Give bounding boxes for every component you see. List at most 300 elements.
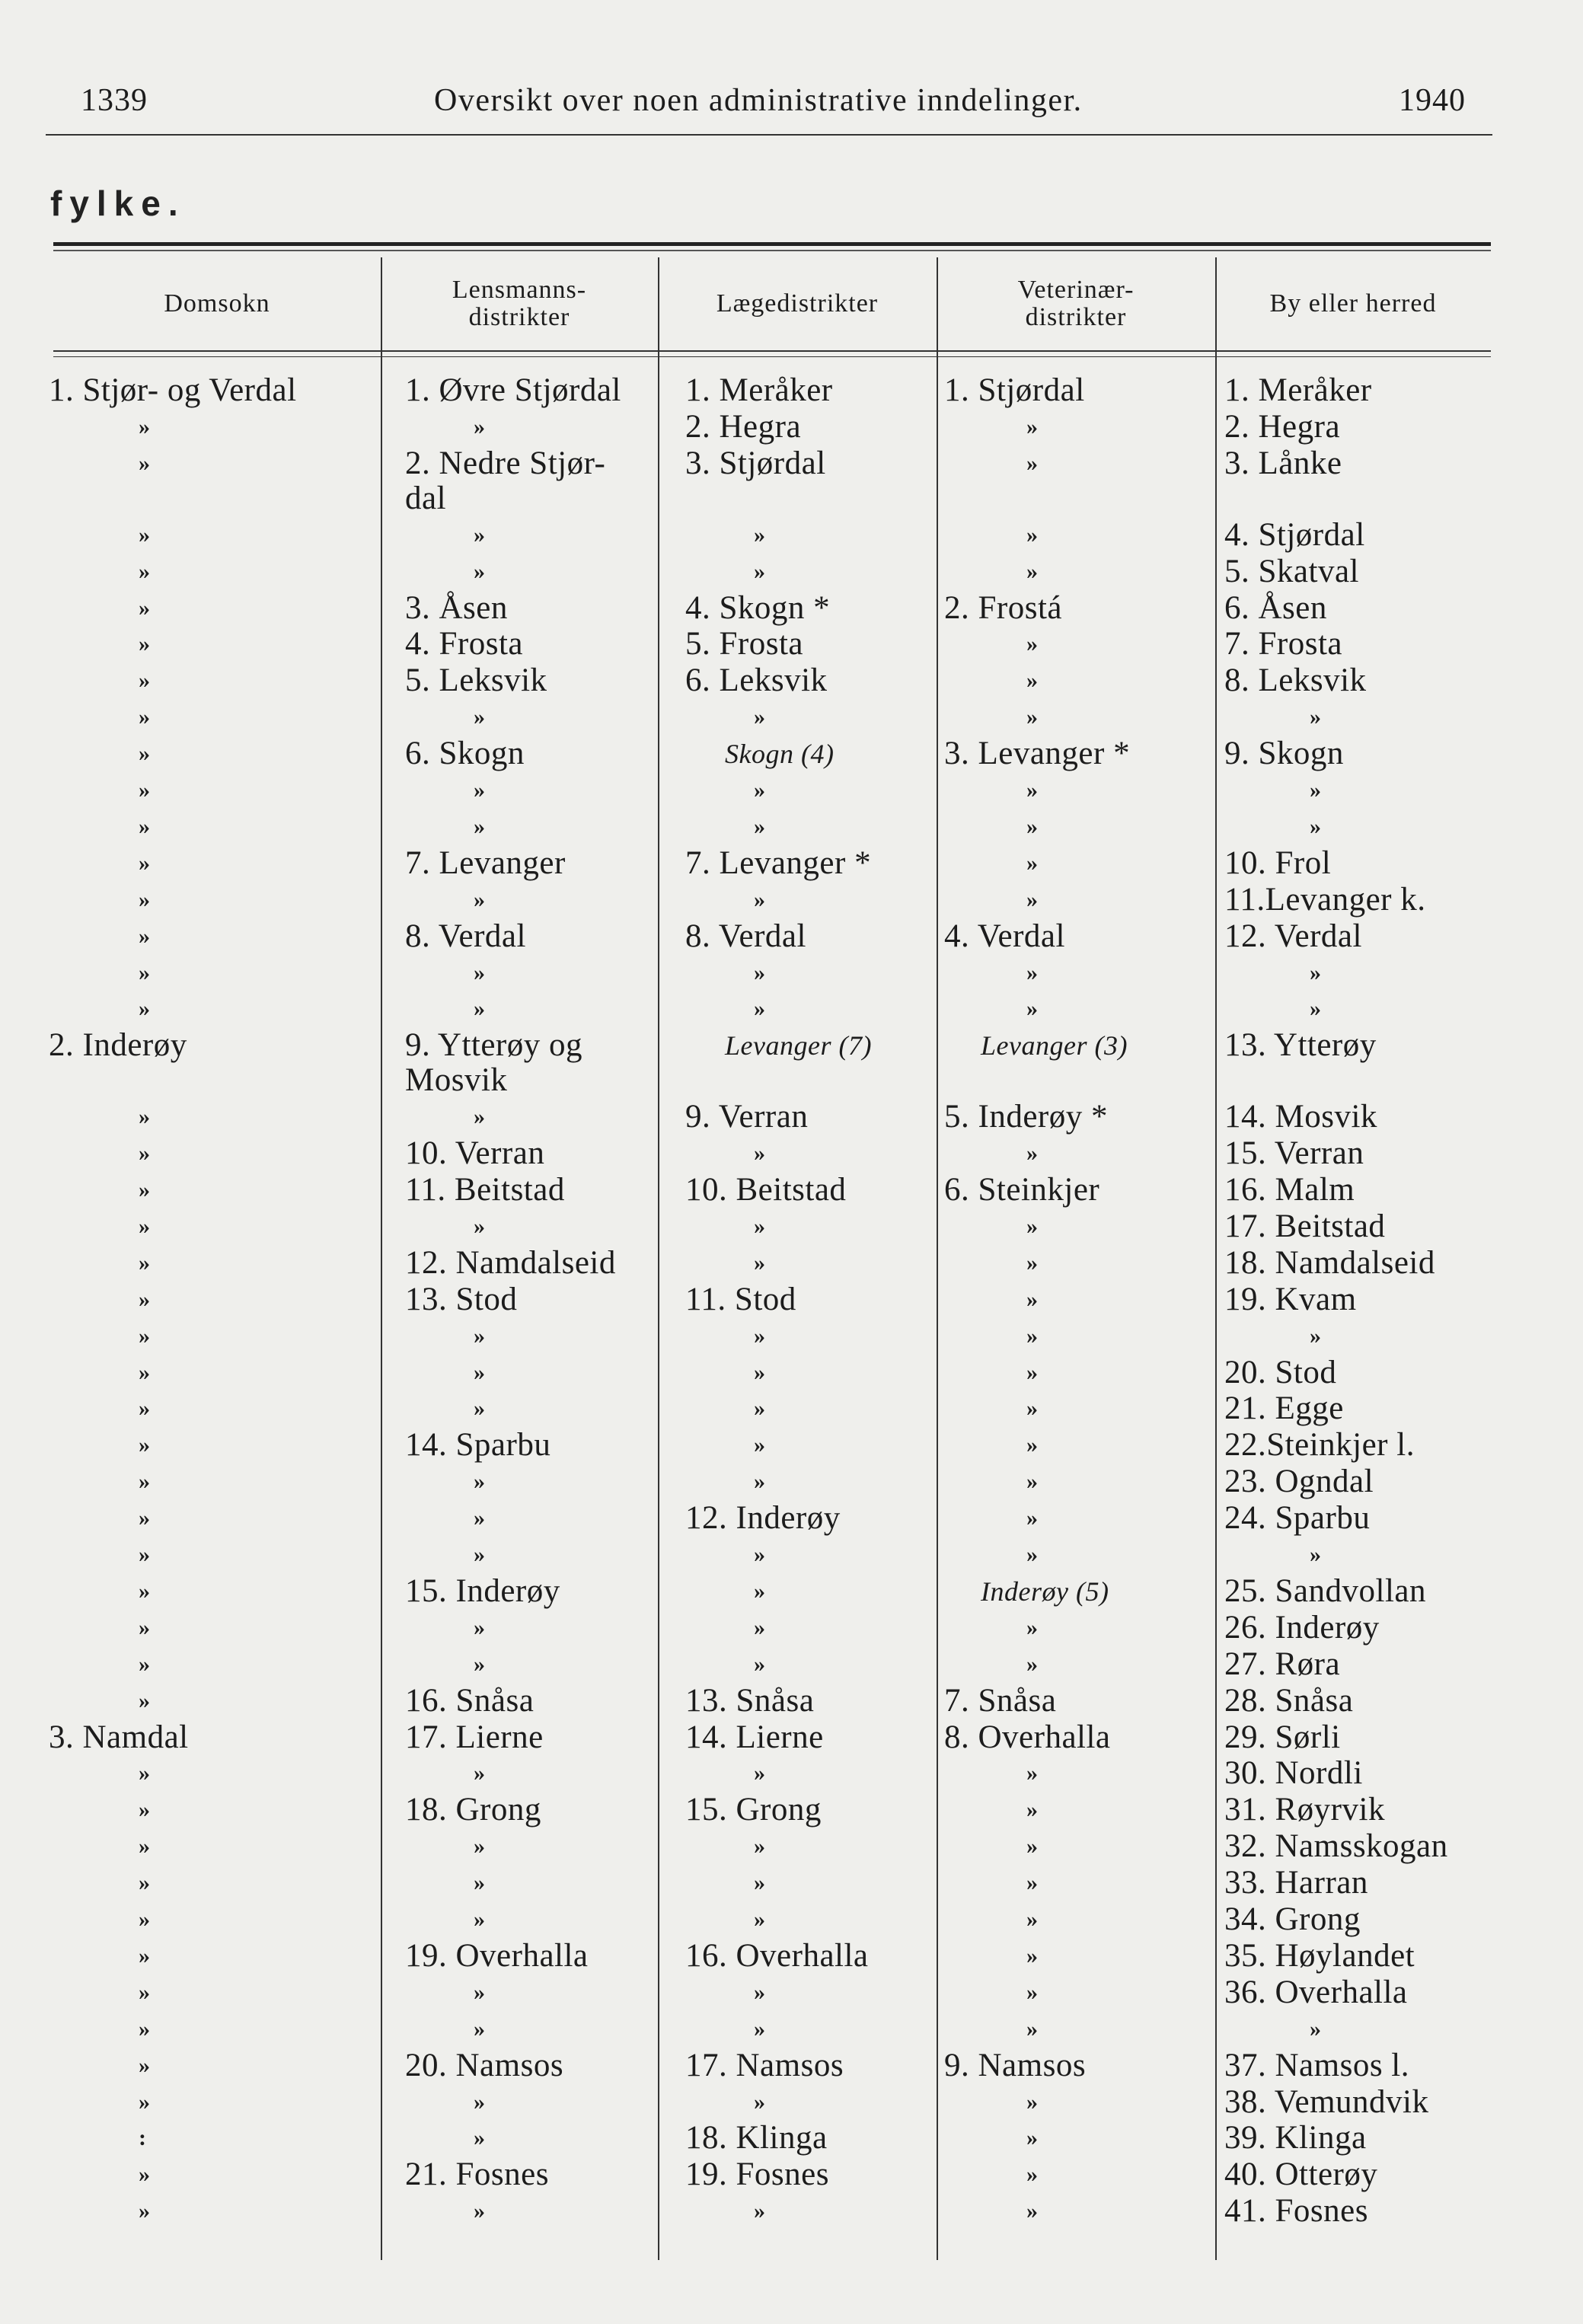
table-cell: 7. Frosta bbox=[1224, 626, 1342, 662]
table-cell: » bbox=[1026, 2162, 1039, 2188]
table-cell: » bbox=[754, 1761, 766, 1786]
table-cell: » bbox=[474, 1104, 486, 1130]
table-cell: 6. Åsen bbox=[1224, 589, 1327, 626]
table-cell: 1. Stjørdal bbox=[944, 372, 1085, 408]
table-cell: » bbox=[1026, 1469, 1039, 1495]
table-cell: » bbox=[474, 1396, 486, 1422]
table-cell: » bbox=[754, 1870, 766, 1896]
table-cell: » bbox=[1310, 959, 1322, 985]
table-row bbox=[0, 627, 1583, 663]
table-cell: 26. Inderøy bbox=[1224, 1609, 1380, 1646]
table-cell: Skogn (4) bbox=[725, 739, 835, 770]
table-cell: » bbox=[139, 2162, 151, 2188]
table-cell: » bbox=[1026, 2125, 1039, 2151]
table-cell: » bbox=[1310, 996, 1322, 1022]
table-row bbox=[0, 2194, 1583, 2230]
table-row bbox=[0, 736, 1583, 773]
table-row bbox=[0, 1027, 1583, 1099]
table-cell: 3. Åsen bbox=[405, 589, 508, 626]
table-cell: 2. Inderøy bbox=[49, 1027, 187, 1064]
table-row bbox=[0, 1464, 1583, 1501]
table-row bbox=[0, 2048, 1583, 2085]
table-cell: » bbox=[139, 1359, 151, 1385]
table-cell: » bbox=[139, 450, 151, 476]
table-row bbox=[0, 518, 1583, 554]
table-cell: 6. Steinkjer bbox=[944, 1172, 1100, 1208]
table-cell: 16. Malm bbox=[1224, 1172, 1355, 1208]
table-cell: » bbox=[1026, 2198, 1039, 2224]
table-cell: 8. Verdal bbox=[405, 918, 526, 954]
table-cell: » bbox=[474, 2198, 486, 2224]
table-row bbox=[0, 1647, 1583, 1684]
table-cell: » bbox=[754, 1250, 766, 1275]
table-row bbox=[0, 554, 1583, 591]
table-cell: » bbox=[754, 2089, 766, 2115]
table-cell: » bbox=[139, 1432, 151, 1458]
table-cell: » bbox=[754, 1469, 766, 1495]
table-row bbox=[0, 2012, 1583, 2048]
table-row bbox=[0, 1720, 1583, 1757]
table-cell: » bbox=[754, 2198, 766, 2224]
table-cell: » bbox=[139, 2089, 151, 2115]
table-cell: 14. Mosvik bbox=[1224, 1099, 1377, 1135]
table-cell: » bbox=[1026, 777, 1039, 803]
table-cell: 10. Frol bbox=[1224, 844, 1332, 881]
table-cell: » bbox=[1026, 1505, 1039, 1531]
table-row bbox=[0, 1939, 1583, 1975]
table-cell: » bbox=[754, 1323, 766, 1349]
table-cell: 34. Grong bbox=[1224, 1901, 1361, 1937]
table-cell: 11.Levanger k. bbox=[1224, 881, 1426, 918]
table-cell: 13. Stod bbox=[405, 1281, 518, 1317]
table-cell: » bbox=[474, 1614, 486, 1640]
table-cell: » bbox=[1026, 1761, 1039, 1786]
table-cell: » bbox=[754, 1359, 766, 1385]
table-row bbox=[0, 1829, 1583, 1866]
table-row bbox=[0, 2121, 1583, 2157]
table-cell: » bbox=[139, 1542, 151, 1567]
column-header-veterinaerdistrikter: Veterinær- distrikter bbox=[1017, 276, 1135, 331]
table-cell: » bbox=[474, 2089, 486, 2115]
table-cell: » bbox=[474, 813, 486, 839]
table-cell: » bbox=[474, 1834, 486, 1860]
table-cell: 2. Nedre Stjør- dal bbox=[405, 445, 606, 516]
table-row bbox=[0, 1756, 1583, 1792]
table-cell: » bbox=[139, 1797, 151, 1823]
table-cell: » bbox=[1026, 1943, 1039, 1968]
table-cell: 7. Snåsa bbox=[944, 1682, 1057, 1719]
table-cell: » bbox=[1026, 522, 1039, 547]
table-cell: » bbox=[139, 1979, 151, 2005]
table-cell: 1. Meråker bbox=[1224, 372, 1372, 408]
table-cell: » bbox=[754, 1141, 766, 1167]
table-cell: » bbox=[1026, 704, 1039, 730]
table-cell: » bbox=[754, 704, 766, 730]
table-cell: 36. Overhalla bbox=[1224, 1974, 1408, 2010]
table-row bbox=[0, 1282, 1583, 1319]
table-cell: 5. Inderøy * bbox=[944, 1099, 1108, 1135]
table-cell: » bbox=[474, 2125, 486, 2151]
table-cell: 24. Sparbu bbox=[1224, 1500, 1371, 1537]
table-row bbox=[0, 1501, 1583, 1537]
table-cell: » bbox=[139, 413, 151, 439]
table-row bbox=[0, 1866, 1583, 1902]
table-cell: 4. Frosta bbox=[405, 626, 523, 662]
table-cell: » bbox=[139, 1761, 151, 1786]
table-cell: » bbox=[474, 1870, 486, 1896]
table-cell: » bbox=[1026, 1614, 1039, 1640]
table-cell: 20. Namsos bbox=[405, 2047, 564, 2083]
table-row bbox=[0, 1100, 1583, 1136]
table-cell: 14. Lierne bbox=[685, 1719, 824, 1755]
table-top-rule bbox=[53, 242, 1491, 246]
table-cell: » bbox=[139, 1651, 151, 1677]
table-cell: » bbox=[1026, 1213, 1039, 1239]
table-row bbox=[0, 1902, 1583, 1939]
page-header bbox=[46, 82, 1492, 128]
table-cell: » bbox=[1310, 1542, 1322, 1567]
table-cell: » bbox=[139, 1943, 151, 1968]
column-header-domsokn: Domsokn bbox=[164, 289, 270, 318]
header-rule bbox=[46, 134, 1492, 136]
table-row bbox=[0, 1136, 1583, 1173]
table-cell: » bbox=[1310, 1323, 1322, 1349]
table-cell: » bbox=[139, 1834, 151, 1860]
table-cell: » bbox=[474, 1979, 486, 2005]
table-cell: » bbox=[139, 558, 151, 584]
table-cell: 32. Namsskogan bbox=[1224, 1828, 1448, 1865]
table-row bbox=[0, 663, 1583, 700]
page-title: Oversikt over noen administrative inndelinger. bbox=[434, 83, 1083, 118]
table-cell: 9. Verran bbox=[685, 1099, 809, 1135]
table-cell: 9. Ytterøy og Mosvik bbox=[405, 1027, 583, 1099]
table-cell: 16. Snåsa bbox=[405, 1682, 535, 1719]
table-cell: 28. Snåsa bbox=[1224, 1682, 1354, 1719]
table-row bbox=[0, 809, 1583, 846]
table-row bbox=[0, 2085, 1583, 2121]
table-cell: » bbox=[1026, 813, 1039, 839]
table-cell: 3. Lånke bbox=[1224, 445, 1342, 481]
table-cell: 5. Frosta bbox=[685, 626, 803, 662]
table-cell: 18. Klinga bbox=[685, 2120, 828, 2156]
table-cell: 2. Hegra bbox=[1224, 408, 1341, 445]
table-cell: 29. Sørli bbox=[1224, 1719, 1341, 1755]
table-cell: » bbox=[139, 1907, 151, 1932]
table-cell: » bbox=[474, 959, 486, 985]
table-cell: 6. Skogn bbox=[405, 736, 525, 772]
table-cell: 3. Levanger * bbox=[944, 736, 1131, 772]
table-cell: 22.Steinkjer l. bbox=[1224, 1427, 1415, 1464]
table-cell: » bbox=[139, 522, 151, 547]
table-cell: 3. Namdal bbox=[49, 1719, 189, 1755]
table-cell: » bbox=[1026, 850, 1039, 876]
header-bottom-rule-thin bbox=[53, 356, 1491, 357]
table-cell: » bbox=[754, 886, 766, 912]
table-cell: 21. Egge bbox=[1224, 1390, 1344, 1427]
table-cell: 16. Overhalla bbox=[685, 1937, 869, 1974]
table-row bbox=[0, 1391, 1583, 1428]
table-row bbox=[0, 373, 1583, 410]
table-cell: 23. Ogndal bbox=[1224, 1464, 1374, 1500]
table-cell: » bbox=[139, 1469, 151, 1495]
table-cell: » bbox=[1026, 1396, 1039, 1422]
table-cell: » bbox=[139, 1396, 151, 1422]
table-cell: 38. Vemundvik bbox=[1224, 2083, 1429, 2120]
table-cell: » bbox=[139, 2198, 151, 2224]
table-cell: 7. Levanger bbox=[405, 844, 566, 881]
table-cell: : bbox=[139, 2125, 147, 2151]
table-cell: » bbox=[474, 2016, 486, 2041]
table-cell: » bbox=[474, 1907, 486, 1932]
table-cell: 1. Øvre Stjørdal bbox=[405, 372, 621, 408]
table-cell: » bbox=[474, 1761, 486, 1786]
table-cell: » bbox=[474, 1542, 486, 1567]
table-cell: » bbox=[474, 522, 486, 547]
table-cell: » bbox=[1026, 1979, 1039, 2005]
table-cell: » bbox=[1026, 558, 1039, 584]
table-cell: 1. Stjør- og Verdal bbox=[49, 372, 297, 408]
table-cell: » bbox=[474, 558, 486, 584]
table-cell: » bbox=[139, 1578, 151, 1604]
table-row bbox=[0, 445, 1583, 516]
table-row bbox=[0, 1246, 1583, 1282]
column-header-laegedistrikter: Lægedistrikter bbox=[716, 289, 879, 318]
table-cell: 18. Grong bbox=[405, 1792, 541, 1828]
table-cell: 27. Røra bbox=[1224, 1646, 1341, 1682]
table-row bbox=[0, 1209, 1583, 1246]
table-cell: » bbox=[474, 1651, 486, 1677]
table-cell: » bbox=[139, 1250, 151, 1275]
table-cell: » bbox=[474, 1213, 486, 1239]
table-cell: 15. Inderøy bbox=[405, 1572, 560, 1609]
table-cell: » bbox=[139, 777, 151, 803]
table-cell: 3. Stjørdal bbox=[685, 445, 826, 481]
table-row bbox=[0, 1792, 1583, 1829]
table-cell: » bbox=[1310, 704, 1322, 730]
table-row bbox=[0, 846, 1583, 883]
table-cell: » bbox=[1026, 2089, 1039, 2115]
table-cell: » bbox=[139, 886, 151, 912]
table-cell: 35. Høylandet bbox=[1224, 1937, 1415, 1974]
table-cell: 30. Nordli bbox=[1224, 1755, 1363, 1792]
table-row bbox=[0, 1684, 1583, 1720]
table-row bbox=[0, 700, 1583, 736]
table-cell: » bbox=[139, 959, 151, 985]
table-cell: 12. Verdal bbox=[1224, 918, 1362, 954]
table-cell: » bbox=[139, 2016, 151, 2041]
table-cell: 19. Fosnes bbox=[685, 2156, 829, 2193]
table-cell: » bbox=[1026, 413, 1039, 439]
table-cell: » bbox=[139, 595, 151, 621]
table-cell: 13. Snåsa bbox=[685, 1682, 815, 1719]
table-cell: » bbox=[139, 850, 151, 876]
table-row bbox=[0, 1975, 1583, 2012]
table-row bbox=[0, 1428, 1583, 1464]
table-cell: » bbox=[754, 522, 766, 547]
table-cell: » bbox=[754, 1907, 766, 1932]
table-cell: 9. Namsos bbox=[944, 2047, 1087, 2083]
table-cell: 19. Kvam bbox=[1224, 1281, 1357, 1317]
table-row bbox=[0, 1537, 1583, 1574]
table-cell: » bbox=[1026, 1797, 1039, 1823]
table-cell: 15. Verran bbox=[1224, 1135, 1364, 1172]
table-cell: 39. Klinga bbox=[1224, 2120, 1367, 2156]
table-cell: » bbox=[139, 1687, 151, 1713]
page-number: 1339 bbox=[81, 83, 148, 118]
table-cell: » bbox=[1026, 996, 1039, 1022]
table-cell: 41. Fosnes bbox=[1224, 2193, 1368, 2230]
column-header-lensmannsdistrikter: Lensmanns- distrikter bbox=[452, 276, 587, 331]
table-cell: » bbox=[139, 1177, 151, 1202]
table-cell: 8. Leksvik bbox=[1224, 662, 1367, 699]
table-cell: » bbox=[474, 1323, 486, 1349]
table-cell: » bbox=[139, 1505, 151, 1531]
table-cell: Levanger (7) bbox=[725, 1030, 872, 1061]
table-cell: » bbox=[754, 1213, 766, 1239]
table-cell: 10. Verran bbox=[405, 1135, 545, 1172]
table-cell: » bbox=[474, 996, 486, 1022]
table-cell: » bbox=[139, 1870, 151, 1896]
table-cell: » bbox=[139, 996, 151, 1022]
table-row bbox=[0, 1173, 1583, 1209]
table-cell: » bbox=[139, 813, 151, 839]
table-cell: 15. Grong bbox=[685, 1792, 822, 1828]
table-cell: » bbox=[1310, 777, 1322, 803]
table-cell: 21. Fosnes bbox=[405, 2156, 549, 2193]
table-cell: » bbox=[1310, 813, 1322, 839]
table-cell: 4. Skogn * bbox=[685, 589, 831, 626]
table-cell: » bbox=[754, 1651, 766, 1677]
table-cell: » bbox=[139, 923, 151, 949]
table-cell: » bbox=[1026, 1542, 1039, 1567]
table-cell: » bbox=[1026, 886, 1039, 912]
table-cell: » bbox=[139, 2052, 151, 2078]
table-row bbox=[0, 1574, 1583, 1611]
table-cell: » bbox=[139, 1141, 151, 1167]
table-cell: » bbox=[754, 2016, 766, 2041]
table-cell: 5. Skatval bbox=[1224, 553, 1359, 589]
table-cell: » bbox=[1026, 1250, 1039, 1275]
table-cell: » bbox=[139, 668, 151, 694]
table-cell: » bbox=[1026, 450, 1039, 476]
table-cell: » bbox=[474, 777, 486, 803]
table-cell: 10. Beitstad bbox=[685, 1172, 847, 1208]
table-cell: » bbox=[1026, 1651, 1039, 1677]
table-cell: » bbox=[139, 1286, 151, 1312]
table-row bbox=[0, 591, 1583, 627]
table-row bbox=[0, 2157, 1583, 2194]
table-cell: » bbox=[1026, 1432, 1039, 1458]
table-cell: » bbox=[139, 741, 151, 767]
table-cell: 1. Meråker bbox=[685, 372, 833, 408]
table-row bbox=[0, 1355, 1583, 1392]
table-cell: 6. Leksvik bbox=[685, 662, 828, 699]
table-cell: 20. Stod bbox=[1224, 1354, 1337, 1390]
table-row bbox=[0, 991, 1583, 1028]
table-cell: » bbox=[139, 631, 151, 657]
table-row bbox=[0, 773, 1583, 809]
table-cell: » bbox=[139, 704, 151, 730]
table-cell: 2. Hegra bbox=[685, 408, 802, 445]
table-cell: 2. Frostá bbox=[944, 589, 1062, 626]
table-cell: 8. Overhalla bbox=[944, 1719, 1111, 1755]
table-cell: » bbox=[1026, 1834, 1039, 1860]
table-cell: » bbox=[139, 1104, 151, 1130]
table-cell: 4. Stjørdal bbox=[1224, 516, 1365, 553]
table-cell: » bbox=[754, 558, 766, 584]
table-row bbox=[0, 956, 1583, 992]
table-cell: » bbox=[1026, 959, 1039, 985]
table-cell: » bbox=[1026, 1323, 1039, 1349]
table-cell: » bbox=[139, 1614, 151, 1640]
table-cell: » bbox=[1026, 631, 1039, 657]
table-cell: » bbox=[1026, 1141, 1039, 1167]
table-cell: » bbox=[754, 777, 766, 803]
table-cell: Inderøy (5) bbox=[981, 1575, 1109, 1607]
table-cell: » bbox=[139, 1323, 151, 1349]
table-top-rule-thin bbox=[53, 250, 1491, 251]
table-cell: 7. Levanger * bbox=[685, 844, 872, 881]
table-cell: » bbox=[754, 1979, 766, 2005]
table-cell: » bbox=[754, 1834, 766, 1860]
table-cell: » bbox=[754, 1614, 766, 1640]
table-cell: » bbox=[1026, 1907, 1039, 1932]
page-year: 1940 bbox=[1399, 83, 1466, 118]
table-cell: 14. Sparbu bbox=[405, 1427, 551, 1464]
table-cell: » bbox=[754, 1432, 766, 1458]
section-subtitle: fylke. bbox=[50, 184, 186, 223]
table-cell: 19. Overhalla bbox=[405, 1937, 589, 1974]
table-cell: 12. Namdalseid bbox=[405, 1244, 616, 1281]
table-cell: » bbox=[1026, 1286, 1039, 1312]
table-cell: » bbox=[474, 886, 486, 912]
table-cell: 4. Verdal bbox=[944, 918, 1065, 954]
table-cell: 8. Verdal bbox=[685, 918, 806, 954]
table-cell: 13. Ytterøy bbox=[1224, 1027, 1377, 1064]
column-header-by-eller-herred: By eller herred bbox=[1269, 289, 1437, 318]
table-cell: » bbox=[754, 1542, 766, 1567]
table-cell: » bbox=[474, 413, 486, 439]
table-cell: » bbox=[474, 1505, 486, 1531]
table-cell: » bbox=[754, 1578, 766, 1604]
table-cell: » bbox=[1026, 668, 1039, 694]
table-cell: » bbox=[754, 813, 766, 839]
table-cell: » bbox=[754, 1396, 766, 1422]
table-cell: 5. Leksvik bbox=[405, 662, 547, 699]
table-cell: 17. Namsos bbox=[685, 2047, 844, 2083]
table-cell: » bbox=[754, 959, 766, 985]
table-cell: Levanger (3) bbox=[981, 1030, 1128, 1061]
table-cell: 17. Lierne bbox=[405, 1719, 544, 1755]
table-cell: » bbox=[1310, 2016, 1322, 2041]
table-row bbox=[0, 919, 1583, 956]
table-row bbox=[0, 410, 1583, 446]
table-row bbox=[0, 1611, 1583, 1647]
table-cell: » bbox=[474, 1469, 486, 1495]
table-cell: » bbox=[474, 704, 486, 730]
table-row bbox=[0, 883, 1583, 919]
table-cell: » bbox=[754, 996, 766, 1022]
table-cell: 11. Beitstad bbox=[405, 1172, 565, 1208]
table-cell: 31. Røyrvik bbox=[1224, 1792, 1385, 1828]
header-bottom-rule bbox=[53, 350, 1491, 352]
table-cell: » bbox=[1026, 2016, 1039, 2041]
table-cell: 40. Otterøy bbox=[1224, 2156, 1378, 2193]
table-cell: 17. Beitstad bbox=[1224, 1208, 1386, 1244]
table-cell: » bbox=[139, 1213, 151, 1239]
table-cell: » bbox=[1026, 1870, 1039, 1896]
table-cell: 11. Stod bbox=[685, 1281, 796, 1317]
